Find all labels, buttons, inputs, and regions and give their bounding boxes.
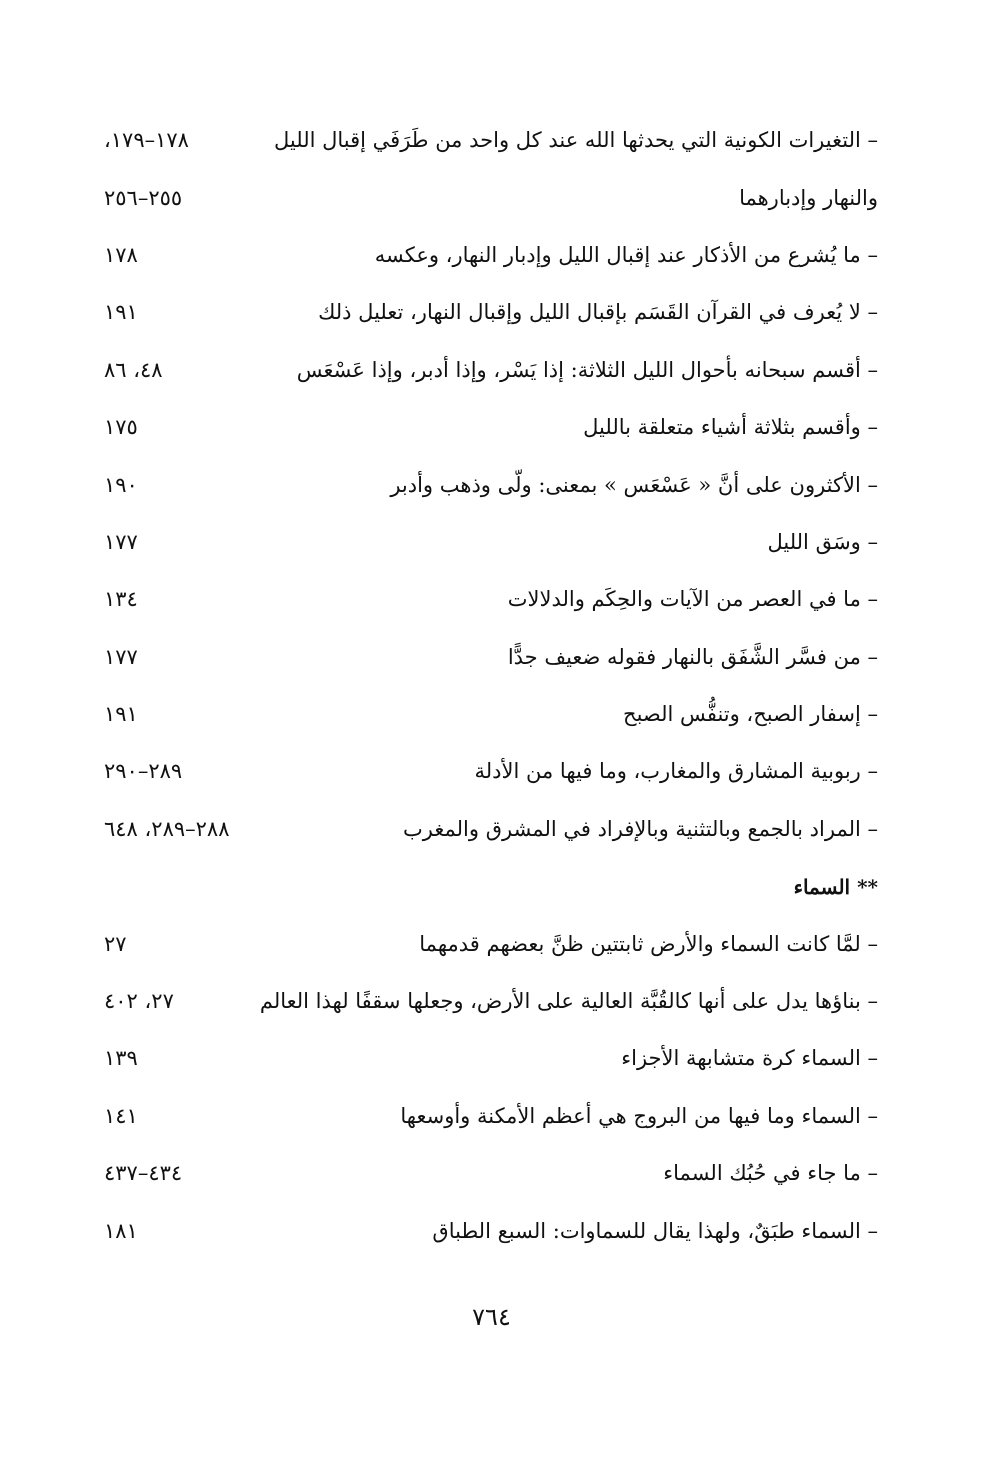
index-entry-pages: ١٤١ bbox=[104, 1103, 138, 1128]
index-entry-text: – أقسم سبحانه بأحوال الليل الثلاثة: إذا يَسْر، وإذا أدبر، وإذا عَسْعَس bbox=[296, 357, 878, 382]
index-entry-pages: ١٣٤ bbox=[104, 587, 138, 612]
index-entry bbox=[100, 112, 878, 169]
index-entry-pages: ٢٥٥–٢٥٦ bbox=[104, 185, 183, 210]
index-entry-text: والنهار وإدبارهما bbox=[739, 185, 878, 210]
index-entry bbox=[100, 1145, 878, 1202]
index-entry bbox=[100, 629, 878, 686]
page-number: ٧٦٤ bbox=[472, 1303, 511, 1331]
index-entry-text: – لا يُعرف في القرآن القَسَم بإقبال الليل وإقبال النهار، تعليل ذلك bbox=[318, 300, 878, 325]
index-entry bbox=[100, 456, 878, 513]
index-entry bbox=[100, 1030, 878, 1087]
index-entry-text: – ربوبية المشارق والمغارب، وما فيها من الأدلة bbox=[474, 759, 878, 784]
index-entry-pages: ١٧٧ bbox=[104, 529, 138, 554]
index-entry-text: – المراد بالجمع وبالتثنية وبالإفراد في المشرق والمغرب bbox=[403, 816, 878, 841]
index-entry bbox=[100, 227, 878, 284]
index-entry bbox=[100, 973, 878, 1030]
index-entry bbox=[100, 801, 878, 858]
index-entry-pages: ١٩١ bbox=[104, 702, 138, 727]
index-entry-text: – وأقسم بثلاثة أشياء متعلقة بالليل bbox=[583, 415, 878, 440]
index-entry bbox=[100, 686, 878, 743]
index-entry bbox=[100, 514, 878, 571]
section-heading-row bbox=[100, 858, 878, 915]
index-entry-text: – لمَّا كانت السماء والأرض ثابتتين ظنَّ بعضهم قدمهما bbox=[419, 931, 878, 956]
index-entry-pages: ٢٨٩–٢٩٠ bbox=[104, 759, 183, 784]
index-entry-text: – ما يُشرع من الأذكار عند إقبال الليل وإدبار النهار، وعكسه bbox=[374, 242, 878, 267]
index-entry bbox=[100, 169, 878, 226]
index-entry-pages: ٢٧، ٤٠٢ bbox=[104, 989, 174, 1014]
index-entry-text: – من فسَّر الشَّفَق بالنهار فقوله ضعيف جدًّا bbox=[507, 644, 878, 669]
index-entry-text: – ما جاء في حُبُك السماء bbox=[663, 1161, 878, 1186]
index-entry bbox=[100, 342, 878, 399]
index-entry-text: – الأكثرون على أنَّ « عَسْعَس » بمعنى: ولّى وذهب وأدبر bbox=[390, 472, 878, 497]
index-list bbox=[100, 112, 878, 1260]
index-entry bbox=[100, 571, 878, 628]
index-entry-pages: ٤٣٤–٤٣٧ bbox=[104, 1161, 183, 1186]
index-entry-text: – وسَق الليل bbox=[767, 529, 878, 554]
index-entry-pages: ٢٨٨–٢٨٩، ٦٤٨ bbox=[104, 816, 230, 841]
index-entry-pages: ١٧٥ bbox=[104, 415, 138, 440]
index-entry bbox=[100, 1202, 878, 1259]
index-entry bbox=[100, 915, 878, 972]
index-entry-text: – التغيرات الكونية التي يحدثها الله عند كل واحد من طَرَفَي إقبال الليل bbox=[274, 128, 878, 153]
index-entry-text: – السماء كرة متشابهة الأجزاء bbox=[621, 1046, 878, 1071]
index-entry bbox=[100, 743, 878, 800]
index-entry bbox=[100, 399, 878, 456]
section-heading: ** السماء bbox=[793, 874, 878, 899]
index-entry-text: – إسفار الصبح، وتنفُّس الصبح bbox=[623, 702, 878, 727]
index-entry-pages: ١٣٩ bbox=[104, 1046, 138, 1071]
index-entry-text: – بناؤها يدل على أنها كالقُبَّة العالية على الأرض، وجعلها سقفًا لهذا العالم bbox=[259, 989, 878, 1014]
index-entry-text: – ما في العصر من الآيات والحِكَم والدلالات bbox=[507, 587, 878, 612]
index-entry bbox=[100, 284, 878, 341]
index-entry-pages: ١٧٨ bbox=[104, 242, 138, 267]
index-entry-pages: ١٩٠ bbox=[104, 472, 138, 497]
index-entry-pages: ١٨١ bbox=[104, 1218, 138, 1243]
index-entry-text: – السماء طبَقٌ، ولهذا يقال للسماوات: السبع الطباق bbox=[432, 1218, 878, 1243]
index-entry-pages: ٤٨، ٨٦ bbox=[104, 357, 163, 382]
index-entry-pages: ١٩١ bbox=[104, 300, 138, 325]
index-entry bbox=[100, 1088, 878, 1145]
index-entry-pages: ١٧٨–١٧٩، bbox=[104, 128, 189, 153]
index-entry-text: – السماء وما فيها من البروج هي أعظم الأمكنة وأوسعها bbox=[400, 1103, 878, 1128]
index-entry-pages: ٢٧ bbox=[104, 931, 127, 956]
index-entry-pages: ١٧٧ bbox=[104, 644, 138, 669]
